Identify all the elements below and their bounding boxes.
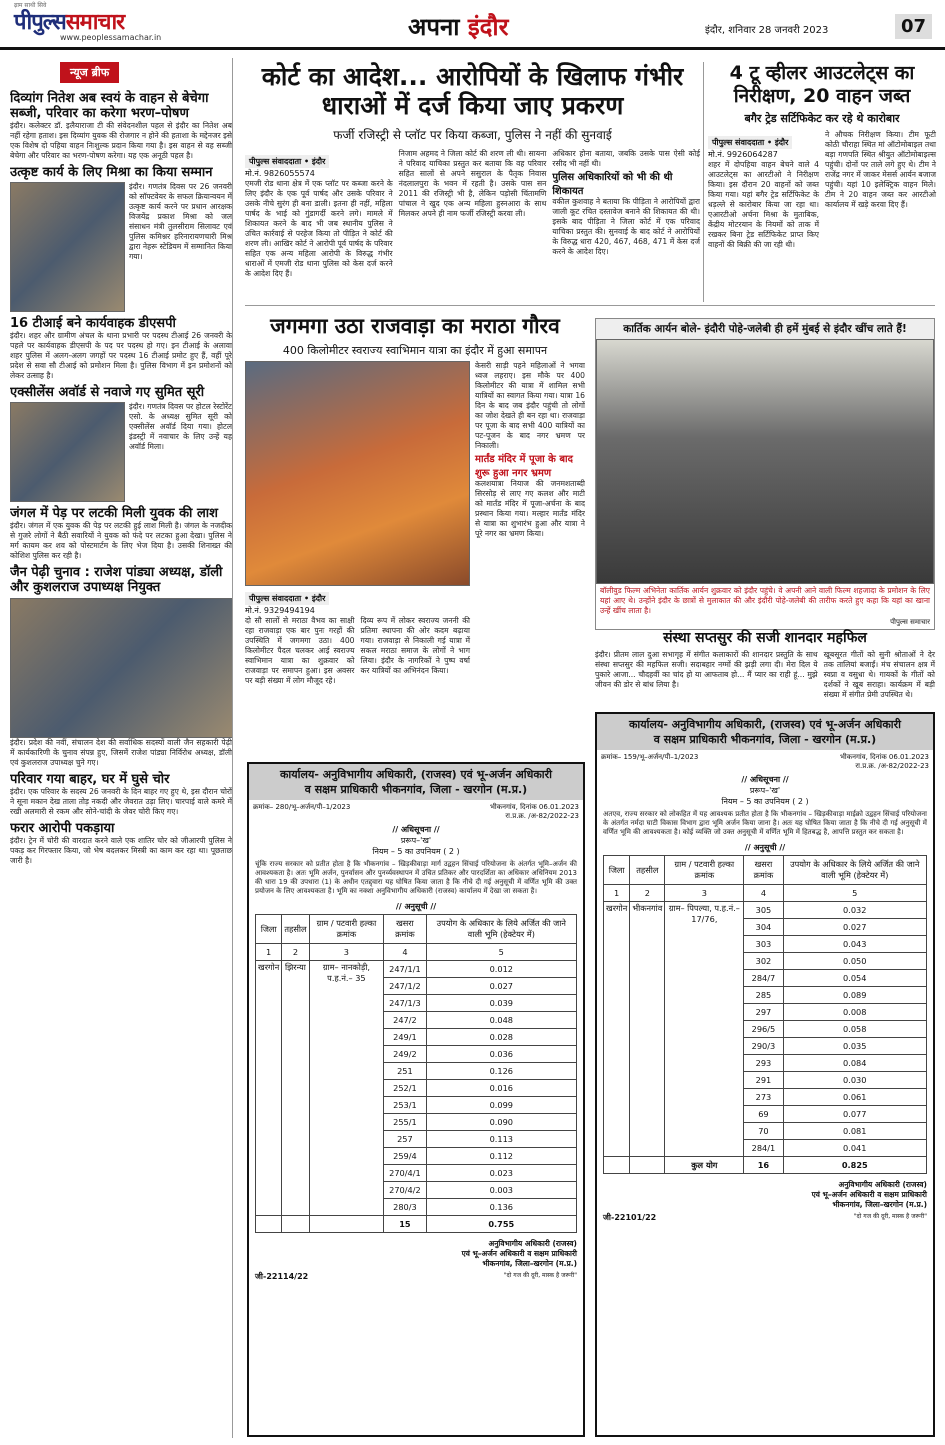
story-text: इंदौर। ट्रेन में चोरी की वारदात करने वाले एक शातिर चोर को जीआरपी पुलिस ने पकड़ कर गिरफ्तार किया, जो भेष बदलकर मिस्त्री का काम कर रहा था। पूछताछ जारी है। (10, 836, 232, 865)
story-headline: जैन पेढ़ी चुनाव : राजेश पांड्या अध्यक्ष, डॉली और कुशलराज उपाध्यक्ष नियुक्त (10, 565, 223, 595)
schedule-table (603, 855, 927, 1174)
total-count: 16 (744, 1157, 783, 1174)
story-text: कलशयात्रा नियाज की जनमशताब्दी सिरसोड़ से लाए गए कलश और माटी को मार्तंड मंदिर में पूजा-अर्चना के बाद प्रस्थान किया गया। मल्हार मार्तंड मंदिर से यात्रा का शुभारंभ हुआ और यात्रा ने पूरे नगर का भ्रमण किया। (475, 479, 585, 538)
page-number: 07 (895, 14, 932, 39)
story-text: एमजी रोड थाना क्षेत्र में एक प्लॉट पर कब्जा करने के लिए इंदौर के एक पूर्व पार्षद और उसके परिवार ने उसके नीचे सुरंग ही बना डाली। इतना ही नहीं, महिला पार्षद के भाई को गुंडागर्दी करने लगे। मामले में शिकायत करने के बाद भी जब स्थानीय पुलिस ने उचित कार्रवाई से परहेज किया तो पीड़ित ने कोर्ट की शरण ली। आखिर कोर्ट ने आरोपी पूर्व पार्षद के परिवार सहित एक अन्य महिला आरोपी के विरुद्ध गंभीर धाराओं में एमजी रोड थाना पुलिस को केस दर्ज करने के आदेश दिए हैं। (245, 179, 393, 278)
rto-subheadline: बगैर ट्रेड सर्टिफिकेट कर रहे थे कारोबार (744, 112, 900, 125)
rto-story (708, 62, 936, 250)
column-number: 3 (309, 944, 384, 961)
area-cell: 0.126 (426, 1063, 576, 1080)
khasra-cell: 284/1 (744, 1140, 783, 1157)
column-header: उपयोग के अधिकार के लिये अर्जित की जाने वाली भूमि (हेक्टेयर में) (783, 856, 926, 885)
notice-body: चूंकि राज्य सरकार को प्रतीत होता है कि भीकनगांव – खिड़कीवाड़ा मार्ग उद्वहन सिंचाई परियोजना के अंतर्गत भूमि–अर्जन की आवश्यकता है। अतः भूमि अर्जन, पुनर्वासन और पुनर्व्यवस्थापन में उचित प्रतिकर और पारदर्शिता का अधिकार अधिनियम 2013 की धारा 19 की उपधारा (1) के अधीन एतद्द्वारा यह घोषित किया जाता है कि नीचे दी गई अनुसूची में वर्णित भूमि की उक्त प्रयोजन के लिए आवश्यकता है। भूमि का नक्शा अनुविभागीय अधिकारी (राजस्व) कार्यालय में देखा जा सकता है। (255, 860, 577, 895)
khasra-cell: 297 (744, 1004, 783, 1021)
district-cell: खरगोन (256, 961, 282, 1216)
logo-tagline: ढ़ाम साथी सिवे (14, 2, 47, 9)
schedule-title: // अनुसूची // (395, 902, 437, 911)
area-cell: 0.090 (426, 1114, 576, 1131)
khasra-cell: 247/1/3 (384, 995, 426, 1012)
area-cell: 0.012 (426, 961, 576, 978)
village-cell: ग्राम– पिपल्या, प.ह.नं.– 17/76, (665, 902, 744, 1157)
story-text: दिव्य रूप में लोकर स्वराज्य जननी की प्रतिमा स्थापना की ओर कदम बढ़ाया गया। राजवाड़ा से निकाली गई यात्रा में सकल मराठा समाज के लोगों ने भाग लिया। इंदौर के नागरिकों ने पुष्प वर्षा कर यात्रियों का अभिनंदन किया। (360, 616, 470, 675)
column-header: तहसील (630, 856, 665, 885)
column-header: ग्राम / पटवारी हल्का क्रमांक (309, 915, 384, 944)
gazette-notice-2 (595, 712, 935, 1437)
khasra-cell: 253/1 (384, 1097, 426, 1114)
total-label: कुल योग (665, 1157, 744, 1174)
notice-body: अतएव, राज्य सरकार को लोकहित में यह आवश्यक प्रतीत होता है कि भीकनगांव – खिड़कीवाड़ा माईक्रो उद्वहन सिंचाई परियोजना के अंतर्गत नर्मदा घाटी विकास विभाग द्वारा भूमि अर्जन किया जाना है। अतः यह घोषित किया जाता है कि नीचे दी गई अनुसूची में वर्णित भूमि की आवश्यकता है। कोई व्यक्ति जो उक्त अनुसूची में वर्णित भूमि में हितबद्ध है, आपत्ति प्रस्तुत कर सकता है। (603, 810, 927, 836)
khasra-cell: 302 (744, 953, 783, 970)
byline: पीपुल्स संवाददाता • इंदौर (245, 592, 329, 605)
area-cell: 0.027 (426, 978, 576, 995)
khasra-cell: 284/7 (744, 970, 783, 987)
reporter-mobile: मो.नं. 9329494194 (245, 606, 315, 615)
area-cell: 0.112 (426, 1148, 576, 1165)
story-text: इंदौर। शहर और ग्रामीण अंचल के थाना प्रभारी पर पदस्थ टीआई 26 जनवरी के पहले पर कार्यवाहक डीएसपी के पद पर पदस्थ हो गए। इन टीआई के अलावा शहर पुलिस में अलग-अलग जगहों पर पदस्थ 16 टीआई प्रमोट हुए हैं, वहीं पूरे प्रदेश से सवा सौ टीआई को प्रमोशन मिला है। पुलिस विभाग में इन प्रमोशनों को लेकर उत्साह है। (10, 331, 232, 380)
area-cell: 0.089 (783, 987, 926, 1004)
area-cell: 0.099 (426, 1097, 576, 1114)
total-count: 15 (384, 1216, 426, 1233)
dateline: इंदौर, शनिवार 28 जनवरी 2023 (705, 25, 829, 36)
column-number: 4 (384, 944, 426, 961)
case-number: क्रमांक– 280/भू–अर्जन/पी–1/2023 (253, 803, 351, 811)
column-number: 2 (630, 885, 665, 902)
table-row (604, 902, 927, 919)
rally-photo (245, 361, 470, 586)
khasra-cell: 247/1/2 (384, 978, 426, 995)
tehsil-cell: झिरन्या (282, 961, 309, 1216)
total-area: 0.825 (783, 1157, 926, 1174)
rto-headline: 4 टू व्हीलर आउटलेट्स का निरीक्षण, 20 वाहन जब्त (729, 62, 915, 107)
story-headline: परिवार गया बाहर, घर में घुसे चोर (10, 772, 170, 787)
kartik-story (595, 318, 935, 630)
area-cell: 0.084 (783, 1055, 926, 1072)
story-text: केसरी साड़ी पहने महिलाओं ने भगवा ध्वज लहराए। इस मौके पर 400 किलोमीटर की यात्रा में शामिल सभी यात्रियों का स्वागत किया गया। यात्रा 16 दिन के बाद जब इंदौर पहुंची तो लोगों का जोश देखते ही बन रहा था। राजवाड़ा पर पूजा के बाद सभी 400 यात्रियों का पट-पूजन के बाद नगर भ्रमण पर निकाली। (475, 361, 585, 450)
story-text: इंदौर। गणतंत्र दिवस पर 26 जनवरी को सॉफ्टवेयर के सफल क्रियान्वयन में उत्कृष्ट कार्य करने पर प्रधान आरक्षक विजयेंद्र प्रकाश मिश्रा को जल संसाधन मंत्री तुलसीराम सिलावट एवं पुलिस कमिश्नर हरिनारायणचारी मिश्र द्वारा नेहरू स्टेडियम में सम्मानित किया गया। (129, 182, 232, 261)
case-number: क्रमांक– 159/भू–अर्जन/पी–1/2023 (601, 753, 699, 761)
story-text: निजाम अहमद ने जिला कोर्ट की शरण ली थी। सायना ने परिवाद याचिका प्रस्तुत कर बताया कि वह परिवार सहित सालों से अपने ससुराल के पैतृक निवास नंदलालपुरा के भवन में रहती है। उसके पास सन 2011 की रजिस्ट्री भी है, लेकिन पड़ोसी चिंतामणि पांचाल ने खुद एक अन्य महिला हुस्नआरा के साथ मिलकर अपने ही नाम फर्जी रजिस्ट्री करवा ली। (398, 149, 547, 218)
notice-rule: नियम – 5 का उपनियम ( 2 ) (721, 797, 809, 806)
khasra-cell: 257 (384, 1131, 426, 1148)
news-brief-column (10, 58, 233, 1438)
story-text: वकील कुशवाह ने बताया कि पीड़िता ने आरोपियों द्वारा जाली कूट रचित दस्तावेज बनाने की शिकायत की थी। इसके बाद पीड़िता ने जिला कोर्ट में एक परिवाद याचिका प्रस्तुत की। सुनवाई के बाद कोर्ट ने आरोपियों के विरुद्ध धारा 420, 467, 468, 471 में केस दर्ज करने के आदेश दिए। (552, 197, 701, 256)
reporter-mobile: मो.नं. 9826055574 (245, 169, 315, 178)
signatory: अनुविभागीय अधिकारी (राजस्व) एवं भू–अर्जन अधिकारी व सक्षम प्राधिकारी भीकनगांव, जिला–खरगोन (म.प्र.) (811, 1180, 927, 1209)
khasra-cell: 290/3 (744, 1038, 783, 1055)
story-text: शहर में दोपहिया वाहन बेचने वाले 4 आउटलेट्स का आरटीओ ने निरीक्षण किया। इस दौरान 20 वाहनों को जब्त किया गया। यहां बगैर ट्रेड सर्टिफिकेट के धड़ल्ले से कारोबार किया जा रहा था। एआरटीओ अर्चना मिश्रा के मुताबिक, केंद्रीय मोटरयान के नियमों को ताक में रखकर बिना ट्रेड सर्टिफिकेट प्राप्त किए वाहनों की बिक्री की जा रही थी। (708, 160, 819, 249)
notice-rule: नियम – 5 का उपनियम ( 2 ) (372, 847, 460, 856)
area-cell: 0.039 (426, 995, 576, 1012)
column-header: ग्राम / पटवारी हल्का क्रमांक (665, 856, 744, 885)
story-text: इंदौर। गणतंत्र दिवस पर होटल रेस्टोरेंट एसो. के अध्यक्ष सुमित सूरी को एक्सीलेंस अवॉर्ड दिया गया। होटल इंडस्ट्री में नवाचार के लिए उन्हें यह अवॉर्ड मिला। (129, 402, 232, 451)
rally-subheadline: 400 किलोमीटर स्वराज्य स्वाभिमान यात्रा का इंदौर में हुआ समापन (282, 344, 548, 357)
khasra-cell: 291 (744, 1072, 783, 1089)
story-text: इंदौर। प्रदेश की नवीं, संचालन देश की सर्वाधिक सदस्यों वाली जैन सहकारी पेढ़ी में कार्यकारिणी के चुनाव संपन्न हुए, जिसमें राजेश पांड्या निर्विरोध अध्यक्ष, डॉली एवं कुशलराज उपाध्यक्ष चुने गए। (10, 738, 232, 767)
reference: रा.प्र.क्र. /अ-82/2022-23 (855, 762, 929, 770)
story-text: इंदौर। कलेक्टर डॉ. इलैयाराजा टी की संवेदनशील पहल से इंदौर का नितेश अब नहीं रहेगा हताश। इस दिव्यांग युवक की रोजगार न होने की हताशा के मद्देनजर इसे एक विशेष दो पहिया वाहन निःशुल्क प्रदान किया गया है। इस वाहन से वह सब्जी बेचेगा और परिवार का भरण-पोषण करेगा। यह एक अनूठी पहल है। (10, 121, 232, 160)
notice-form: प्ररूप–'ख' (749, 786, 781, 795)
story-text: खूबसूरत गीतों को सुनी श्रोताओं ने देर तक तालियां बजाईं। मंच संचालन क्षत्र में स्वप्ना व वसुधा थे। गायकों के गीतों को दर्शकों ने खूब सराहा। कार्यक्रम में बड़ी संख्या में संगीत प्रेमी उपस्थित थे। (823, 650, 935, 699)
rally-headline: जगमगा उठा राजवाड़ा का मराठा गौरव (270, 314, 560, 338)
area-cell: 0.061 (783, 1089, 926, 1106)
khasra-cell: 270/4/1 (384, 1165, 426, 1182)
column-header: खसरा क्रमांक (744, 856, 783, 885)
divider (703, 62, 704, 302)
slogan: "दो गज की दूरी, मास्क है जरूरी" (503, 1272, 577, 1279)
byline: पीपुल्स संवाददाता • इंदौर (245, 155, 329, 168)
divider (245, 305, 935, 306)
column-header: जिला (256, 915, 282, 944)
story-headline: एक्सीलेंस अवॉर्ड से नवाजे गए सुमित सूरी (10, 385, 205, 400)
khasra-cell: 273 (744, 1089, 783, 1106)
area-cell: 0.077 (783, 1106, 926, 1123)
ad-code: जी-22101/22 (603, 1213, 657, 1222)
table-row (256, 961, 577, 978)
area-cell: 0.016 (426, 1080, 576, 1097)
lead-headline: कोर्ट का आदेश... आरोपियों के खिलाफ गंभीर धाराओं में दर्ज किया जाए प्रकरण (261, 62, 684, 120)
event-photo (596, 339, 934, 584)
area-cell: 0.036 (426, 1046, 576, 1063)
award-photo (10, 182, 125, 312)
photo-credit: पीपुल्स समाचार (890, 618, 930, 626)
story-headline: जंगल में पेड़ पर लटकी मिली युवक की लाश (10, 506, 218, 521)
sanstha-headline: संस्था सप्तसुर की सजी शानदार महफिल (663, 630, 867, 646)
news-brief-tag: न्यूज ब्रीफ (60, 62, 119, 83)
gazette-heading: कार्यालय- अनुविभागीय अधिकारी, (राजस्व) एवं भू-अर्जन अधिकारी व सक्षम प्राधिकारी भीकनगांव, जिला - खरगोन (म.प्र.) (249, 764, 583, 800)
column-number: 2 (282, 944, 309, 961)
rally-story (245, 312, 585, 752)
story-headline: उत्कृष्ट कार्य के लिए मिश्रा का किया सम्मान (10, 165, 213, 180)
khasra-cell: 249/2 (384, 1046, 426, 1063)
district-cell: खरगोन (604, 902, 630, 1157)
area-cell: 0.048 (426, 1012, 576, 1029)
story-text: इंदौर। एक परिवार के सदस्य 26 जनवरी के दिन बाहर गए हुए थे, इस दौरान चोरों ने सूना मकान देख ताला तोड़ नकदी और जेवरात उड़ा लिए। चारपाई वाले कमरे में रखी अलमारी से रकम और सोने-चांदी के जेवर चोरी किए गए। (10, 787, 232, 816)
column-number: 1 (604, 885, 630, 902)
khasra-cell: 69 (744, 1106, 783, 1123)
column-number: 5 (426, 944, 576, 961)
area-cell: 0.008 (783, 1004, 926, 1021)
khasra-cell: 247/2 (384, 1012, 426, 1029)
story-text: इंदौर। प्रीतम लाल दुआ सभागृह में संगीत कलाकारों की शानदार प्रस्तुति के साथ संस्था सप्तसुर की महफिल सजी। सदाबहार नग्मों की झड़ी लगा दी। मेरा दिल ये पुकारे आजा... चौदहवीं का चांद हो या आफताब हो... मैं प्यार का राही हूं... मुझे जीवन की डोर से बांध लिया है। (595, 650, 818, 689)
story-text: अधिकार होना बताया, जबकि उसके पास ऐसी कोई रसीद भी नहीं थी। (552, 149, 701, 168)
schedule-title: // अनुसूची // (744, 843, 786, 852)
notice-form: प्ररूप–'ख' (400, 836, 432, 845)
area-cell: 0.003 (426, 1182, 576, 1199)
story-headline: 16 टीआई बने कार्यवाहक डीएसपी (10, 316, 176, 331)
reference: रा.प्र.क्र. /अ-82/2022-23 (505, 812, 579, 820)
website-url[interactable]: www.peoplessamachar.in (60, 33, 162, 42)
section-title: अपना इंदौर (408, 13, 509, 41)
khasra-cell: 293 (744, 1055, 783, 1072)
award-photo (10, 402, 125, 502)
notice-date: भीकनगांव, दिनांक 06.01.2023 (840, 753, 929, 761)
khasra-cell: 247/1/1 (384, 961, 426, 978)
column-header: खसरा क्रमांक (384, 915, 426, 944)
slogan: "दो गज की दूरी, मास्क है जरूरी" (853, 1213, 927, 1220)
kartik-headline: कार्तिक आर्यन बोले- इंदौरी पोहे-जलेबी ही हमें मुंबई से इंदौर खींच लाते हैं! (596, 319, 934, 339)
area-cell: 0.030 (783, 1072, 926, 1089)
area-cell: 0.136 (426, 1199, 576, 1216)
khasra-cell: 252/1 (384, 1080, 426, 1097)
byline: पीपुल्स संवाददाता • इंदौर (708, 136, 792, 149)
gazette-heading: कार्यालय- अनुविभागीय अधिकारी, (राजस्व) एवं भू-अर्जन अधिकारी व सक्षम प्राधिकारी भीकनगांव, जिला - खरगोन (म.प्र.) (597, 714, 933, 750)
khasra-cell: 296/5 (744, 1021, 783, 1038)
area-cell: 0.113 (426, 1131, 576, 1148)
khasra-cell: 303 (744, 936, 783, 953)
area-cell: 0.035 (783, 1038, 926, 1055)
column-number: 5 (783, 885, 926, 902)
ad-code: जी-22114/22 (255, 1272, 309, 1281)
gazette-notice-1 (247, 762, 585, 1437)
area-cell: 0.081 (783, 1123, 926, 1140)
story-subhead: मार्तंड मंदिर में पूजा के बाद शुरू हुआ नगर भ्रमण (475, 454, 573, 479)
notice-title: // अधिसूचना // (392, 825, 440, 834)
column-number: 3 (665, 885, 744, 902)
story-text: इंदौर। जंगल में एक युवक की पेड़ पर लटकी हुई लाश मिली है। जंगल के नजदीक से गुजरे लोगों ने बैठी सवारियों ने युवक को फंदे पर लटका हुआ देखा। पुलिस ने मर्ग कायम कर शव को पोस्टमार्टम के लिए भेज दिया है। उसकी शिनाख्त की कोशिश पुलिस कर रही है। (10, 521, 232, 560)
reporter-mobile: मो.नं. 9926064287 (708, 150, 778, 159)
khasra-cell: 270/4/2 (384, 1182, 426, 1199)
election-photo (10, 598, 233, 738)
lead-story (245, 62, 700, 279)
column-header: तहसील (282, 915, 309, 944)
story-text: दो सौ सालों से मराठा वैभव का साक्षी रहा राजवाड़ा एक बार पुनः गरहों की उपस्थिति में जगमगा उठा। 400 किलोमीटर पैदल चलकर आई स्वराज्य स्वाभिमान यात्रा का शुक्रवार को राजवाड़ा पर समापन हुआ। इस अवसर पर बड़ी संख्या में लोग मौजूद रहे। (245, 616, 355, 685)
village-cell: ग्राम– नानकोड़ी, प.ह.नं.– 35 (309, 961, 384, 1216)
story-headline: दिव्यांग नितेश अब स्वयं के वाहन से बेचेगा सब्जी, परिवार का करेगा भरण–पोषण (10, 91, 209, 121)
schedule-table (255, 914, 577, 1233)
area-cell: 0.043 (783, 936, 926, 953)
newspaper-logo: पीपुल्ससमाचार (14, 10, 125, 35)
khasra-cell: 251 (384, 1063, 426, 1080)
khasra-cell: 255/1 (384, 1114, 426, 1131)
story-subhead: पुलिस अधिकारियों को भी की थी शिकायत (552, 172, 673, 197)
khasra-cell: 70 (744, 1123, 783, 1140)
area-cell: 0.058 (783, 1021, 926, 1038)
area-cell: 0.023 (426, 1165, 576, 1182)
khasra-cell: 259/4 (384, 1148, 426, 1165)
column-header: जिला (604, 856, 630, 885)
column-number: 1 (256, 944, 282, 961)
sanstha-story (595, 628, 935, 700)
lead-subheadline: फर्जी रजिस्ट्री से प्लॉट पर किया कब्जा, पुलिस ने नहीं की सुनवाई (333, 128, 612, 142)
column-header: उपयोग के अधिकार के लिये अर्जित की जाने वाली भूमि (हेक्टेयर में) (426, 915, 576, 944)
area-cell: 0.054 (783, 970, 926, 987)
story-text: ने औचक निरीक्षण किया। टीम फूटी कोठी चौराहा स्थित मां ऑटोमोबाइल तथा बड़ा गणपति स्थित श्रीयुत ऑटोमोबाइल्स पहुंची। दोनों पर ताले लगे हुए थे। टीम ने राजेंद्र नगर में जाकर मेसर्स आर्यन बजाज पहुंची। यहां 10 इलेक्ट्रिक वाहन मिले। टीम ने 20 वाहन जब्त कर आरटीओ कार्यालय में खड़े करवा दिए हैं। (825, 130, 936, 209)
khasra-cell: 305 (744, 902, 783, 919)
total-area: 0.755 (426, 1216, 576, 1233)
story-headline: फरार आरोपी पकड़ाया (10, 821, 115, 836)
khasra-cell: 280/3 (384, 1199, 426, 1216)
area-cell: 0.041 (783, 1140, 926, 1157)
photo-caption: बॉलीवुड फिल्म अभिनेता कार्तिक आर्यन शुक्रवार को इंदौर पहुंचे। वे अपनी आने वाली फिल्म शहजादा के प्रमोशन के लिए यहां आए थे। उन्होंने इंदौर के छात्रों से मुलाकात की और इंदौरी पोहे-जलेबी की तारीफ करते हुए कहा कि यहां का खाना उन्हें खींच लाता है। (600, 586, 930, 615)
khasra-cell: 285 (744, 987, 783, 1004)
area-cell: 0.032 (783, 902, 926, 919)
column-number: 4 (744, 885, 783, 902)
khasra-cell: 304 (744, 919, 783, 936)
notice-date: भीकनगांव, दिनांक 06.01.2023 (490, 803, 579, 811)
area-cell: 0.050 (783, 953, 926, 970)
signatory: अनुविभागीय अधिकारी (राजस्व) एवं भू–अर्जन अधिकारी व सक्षम प्राधिकारी भीकनगांव, जिला–खरगोन (म.प्र.) (461, 1239, 577, 1268)
khasra-cell: 249/1 (384, 1029, 426, 1046)
tehsil-cell: भीकनगांव (630, 902, 665, 1157)
area-cell: 0.027 (783, 919, 926, 936)
area-cell: 0.028 (426, 1029, 576, 1046)
notice-title: // अधिसूचना // (741, 775, 789, 784)
